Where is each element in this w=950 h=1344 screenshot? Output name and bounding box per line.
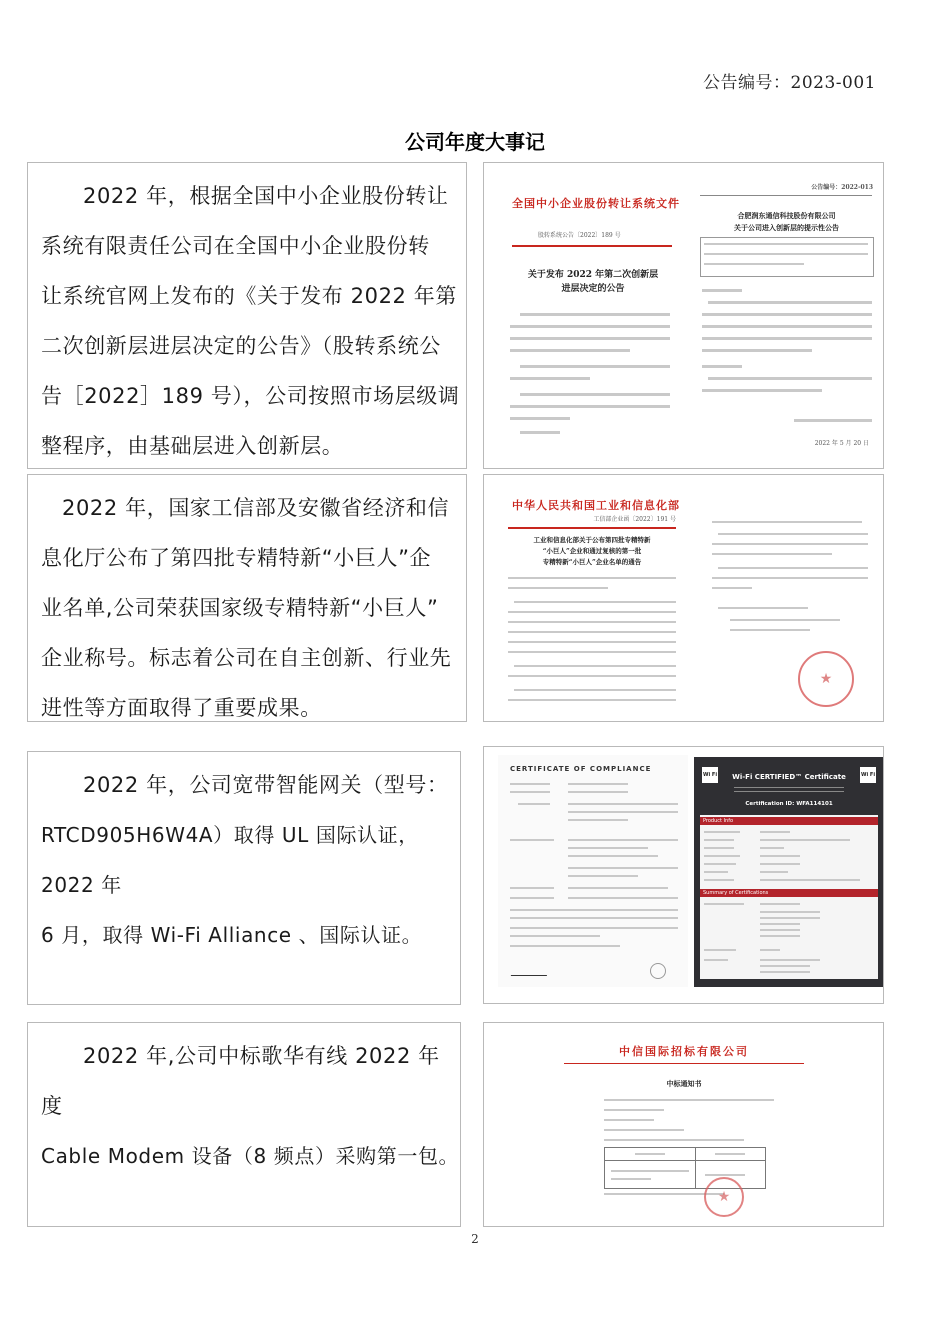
text-line [718, 607, 808, 609]
text-line [508, 631, 676, 633]
text-line [520, 365, 670, 368]
ul-certificate [498, 755, 688, 987]
notice-red-header: 全国中小企业股份转让系统文件 [512, 197, 680, 210]
event-3-line-2: RTCD905H6W4A）取得 UL 国际认证，2022 年 [41, 823, 419, 897]
miit-notice-page-1 [498, 483, 686, 715]
text-line [568, 875, 638, 877]
event-1-line-1: 2022 年，根据全国中小企业股份转让 [83, 184, 449, 208]
bid-award-notice [524, 1029, 844, 1223]
text-line [508, 621, 676, 623]
text-line [760, 839, 850, 841]
text-line [718, 567, 868, 569]
page-title: 公司年度大事记 [405, 130, 545, 154]
miit-title-line-3: 专精特新“小巨人”企业名单的通告 [542, 558, 642, 566]
text-line [704, 847, 734, 849]
text-line [734, 787, 844, 788]
text-line [704, 243, 868, 245]
text-line [508, 611, 676, 613]
header-red-rule [564, 1063, 804, 1064]
notice-red-rule [512, 245, 672, 247]
text-line [760, 959, 820, 961]
event-2-text-box [27, 474, 467, 722]
text-line [702, 313, 872, 316]
text-line [508, 587, 608, 589]
text-line [760, 847, 784, 849]
text-line [508, 577, 676, 579]
event-2-line-1: 2022 年，国家工信部及安徽省经济和信 [62, 496, 450, 520]
event-1-image [483, 162, 884, 469]
text-line [568, 897, 678, 899]
miit-doc-number: 工信部企业函〔2022〕191 号 [593, 516, 676, 523]
text-line [510, 417, 570, 420]
text-line [520, 313, 670, 316]
summary-label: Summary of Certifications [700, 889, 878, 897]
text-line [760, 863, 800, 865]
event-1-line-5: 告［2022］189 号），公司按照市场层级调 [41, 384, 460, 408]
text-line [510, 897, 554, 899]
text-line [568, 839, 678, 841]
text-line [510, 337, 670, 340]
company-seal-icon [704, 1177, 744, 1217]
text-line [704, 949, 736, 951]
text-line [604, 1109, 664, 1111]
text-line [730, 629, 810, 631]
text-line [514, 665, 676, 667]
text-line [760, 965, 810, 967]
text-line [510, 909, 678, 911]
text-line [708, 301, 872, 304]
text-line [704, 863, 736, 865]
text-line [712, 553, 832, 555]
text-line [712, 587, 752, 589]
text-line [514, 601, 676, 603]
text-line [568, 867, 678, 869]
event-4-line-1: 2022 年,公司中标歌华有线 2022 年度 [41, 1044, 440, 1118]
announcement-company: 合肥润东通信科技股份有限公司 [737, 211, 836, 220]
text-line [715, 1153, 745, 1155]
event-1-text-box [27, 162, 467, 469]
text-line [760, 971, 810, 973]
text-line [704, 903, 744, 905]
miit-notice-page-2 [694, 483, 876, 715]
text-line [702, 289, 742, 292]
text-line [760, 903, 800, 905]
text-line [704, 871, 728, 873]
text-line [568, 847, 648, 849]
text-line [712, 577, 868, 579]
event-3-image [483, 746, 884, 1004]
announcement-date: 2022 年 5 月 20 日 [814, 440, 869, 447]
award-table [604, 1147, 766, 1189]
ul-certificate-title: CERTIFICATE OF COMPLIANCE [510, 765, 652, 773]
bidding-company-header: 中信国际招标有限公司 [619, 1045, 749, 1058]
text-line [510, 791, 550, 793]
event-4-image [483, 1022, 884, 1227]
text-line [760, 929, 800, 931]
text-line [604, 1129, 684, 1131]
text-line [702, 325, 872, 328]
text-line [510, 839, 554, 841]
event-1-line-4: 二次创新层进层决定的公告》（股转系统公 [41, 334, 441, 358]
wifi-certificate [694, 757, 884, 987]
text-line [760, 949, 780, 951]
text-line [704, 253, 868, 255]
event-3-line-1: 2022 年，公司宽带智能网关（型号： [83, 773, 449, 797]
wifi-logo-icon: Wi Fi [860, 767, 876, 783]
text-line [508, 675, 676, 677]
text-line [508, 699, 676, 701]
announcement-title: 关于公司进入创新层的提示性公告 [734, 223, 839, 232]
text-line [510, 927, 678, 929]
text-line [705, 1174, 745, 1176]
text-line [520, 431, 560, 434]
text-line [734, 791, 844, 792]
text-line [635, 1153, 665, 1155]
notice-title-line-1: 关于发布 2022 年第二次创新层 [527, 270, 659, 280]
official-seal-icon [798, 651, 854, 707]
notice-doc-number: 股转系统公告〔2022〕189 号 [538, 232, 621, 239]
text-line [730, 619, 840, 621]
text-line [568, 887, 668, 889]
event-4-line-2: Cable Modem 设备（8 频点）采购第一包。 [41, 1144, 460, 1168]
stock-exchange-notice [498, 173, 688, 461]
event-3-line-3: 6 月，取得 Wi-Fi Alliance 、国际认证。 [41, 923, 423, 947]
text-line [520, 393, 670, 396]
text-line [760, 855, 800, 857]
text-line [708, 377, 872, 380]
wifi-logo-icon: Wi Fi [702, 767, 718, 783]
miit-red-rule [508, 527, 676, 529]
text-line [712, 521, 862, 523]
text-line [568, 783, 628, 785]
event-2-image [483, 474, 884, 722]
event-3-text-box [27, 751, 461, 1005]
notice-number: 公告编号：2023-001 [703, 73, 876, 93]
text-line [704, 879, 734, 881]
text-line [760, 831, 790, 833]
company-announcement [694, 173, 879, 461]
text-line [568, 791, 628, 793]
text-line [568, 811, 678, 813]
event-2-line-2: 息化厅公布了第四批专精特新“小巨人”企 [41, 546, 432, 570]
text-line [510, 783, 550, 785]
page-number: 2 [471, 1232, 479, 1246]
event-2-line-5: 进性等方面取得了重要成果。 [41, 696, 322, 720]
event-1-line-6: 整程序，由基础层进入创新层。 [41, 434, 344, 458]
wifi-cert-title: Wi-Fi CERTIFIED™ Certificate [732, 773, 846, 781]
text-line [508, 651, 676, 653]
text-line [510, 325, 670, 328]
text-line [604, 1099, 774, 1101]
text-line [611, 1178, 651, 1180]
table-rule [695, 1148, 696, 1188]
text-line [568, 819, 628, 821]
table-rule [605, 1160, 765, 1161]
text-line [760, 935, 800, 937]
text-line [508, 641, 676, 643]
text-line [510, 405, 670, 408]
ul-mark-icon [650, 963, 666, 979]
notice-title-line-2: 进层决定的公告 [561, 284, 625, 294]
text-line [568, 855, 658, 857]
wifi-cert-body [700, 815, 878, 979]
text-line [704, 959, 728, 961]
text-line [702, 349, 812, 352]
event-4-text-box [27, 1022, 461, 1227]
miit-title-line-1: 工业和信息化部关于公布第四批专精特新 [533, 536, 651, 544]
text-line [760, 923, 800, 925]
wifi-cert-id: Certification ID: WFA114101 [745, 801, 833, 807]
text-line [510, 377, 590, 380]
text-line [568, 803, 678, 805]
text-line [604, 1119, 654, 1121]
text-line [718, 533, 868, 535]
text-line [712, 543, 868, 545]
event-2-line-4: 企业称号。标志着公司在自主创新、行业先 [41, 646, 452, 670]
event-1-line-3: 让系统官网上发布的《关于发布 2022 年第 [41, 284, 457, 308]
text-line [760, 911, 820, 913]
text-line [702, 337, 872, 340]
miit-title-line-2: “小巨人”企业和通过复核的第一批 [542, 547, 642, 555]
text-line [704, 839, 734, 841]
text-line [704, 855, 740, 857]
event-2-line-3: 业名单,公司荣获国家级专精特新“小巨人” [41, 596, 439, 620]
text-line [510, 935, 600, 937]
announcement-code: 公告编号：2022-013 [811, 184, 873, 191]
text-line [760, 879, 860, 881]
text-line [510, 887, 554, 889]
text-line [510, 917, 678, 919]
text-line [604, 1139, 744, 1141]
text-line [704, 263, 804, 265]
text-line [510, 349, 630, 352]
divider [700, 195, 872, 196]
text-line [510, 945, 620, 947]
event-1-line-2: 系统有限责任公司在全国中小企业股份转 [41, 234, 430, 258]
signature [511, 969, 550, 976]
product-info-label: Product Info [700, 817, 878, 825]
miit-red-header: 中华人民共和国工业和信息化部 [512, 499, 680, 512]
text-line [611, 1170, 689, 1172]
text-line [518, 803, 550, 805]
text-line [702, 389, 822, 392]
text-line [760, 917, 820, 919]
text-line [702, 365, 742, 368]
text-line [760, 871, 788, 873]
text-line [704, 831, 740, 833]
text-line [514, 689, 676, 691]
award-notice-title: 中标通知书 [666, 1079, 702, 1088]
text-line [794, 419, 872, 422]
